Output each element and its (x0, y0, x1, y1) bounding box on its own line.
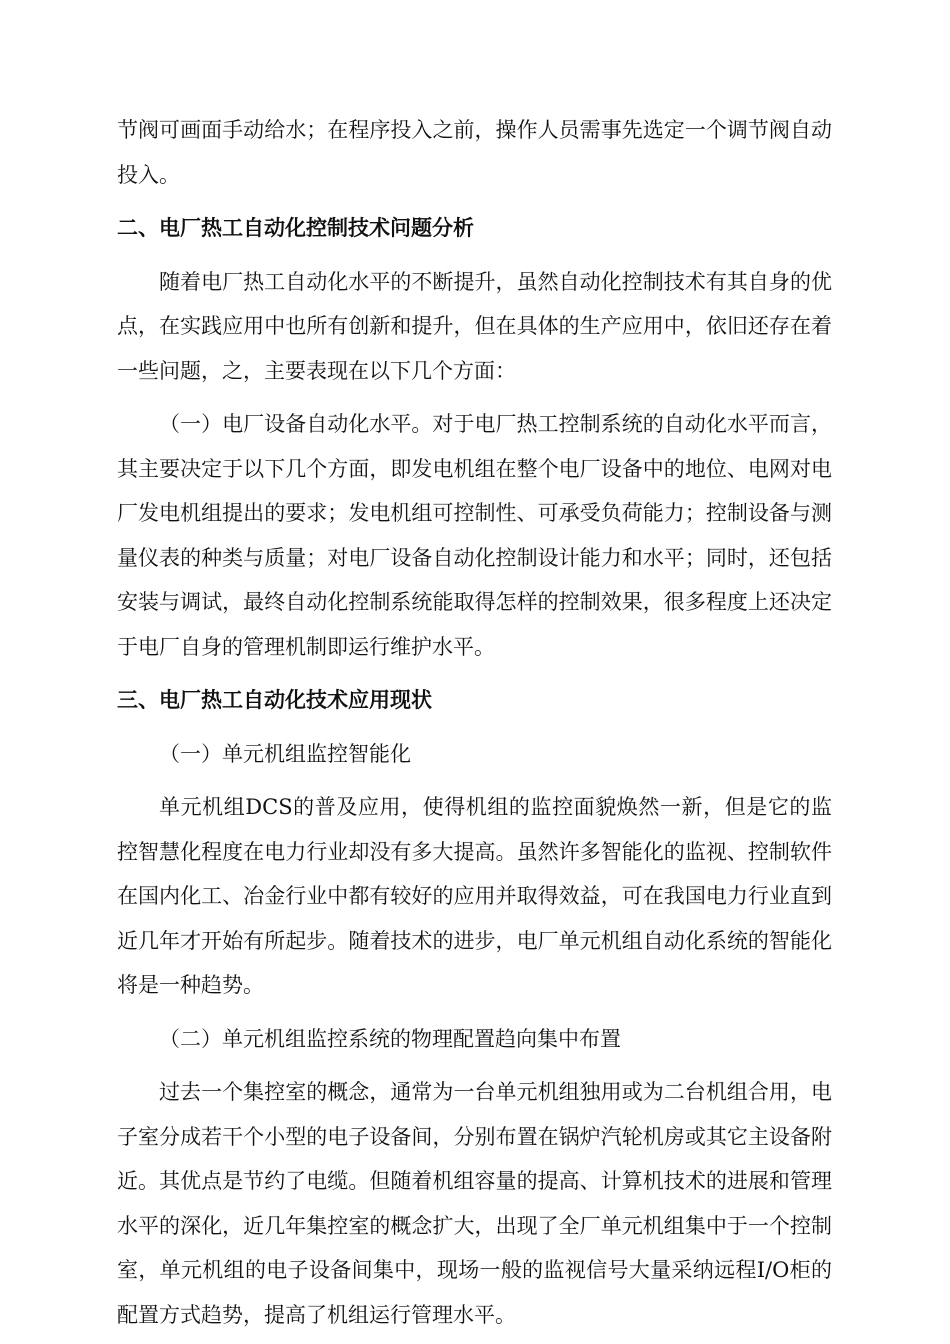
paragraph-continued: 节阀可画面手动给水；在程序投入之前，操作人员需事先选定一个调节阀自动投入。 (117, 118, 832, 187)
document-page (117, 108, 832, 1337)
section-heading-3: 三、电厂热工自动化技术应用现状 (117, 688, 432, 712)
subheading-2: （二）单元机组监控系统的物理配置趋向集中布置 (159, 1026, 621, 1051)
subheading-1: （一）单元机组监控智能化 (159, 741, 411, 766)
paragraph-centralized-layout: 过去一个集控室的概念，通常为一台单元机组独用或为二台机组合用，电子室分成若干个小型的电子设备间，分别布置在锅炉汽轮机房或其它主设备附近。其优点是节约了电缆。但随着机组容量的提高、计算机技术的进展和管理水平的深化，近几年集控室的概念扩大，出现了全厂单元机组集中于一个控制室，单元机组的电子设备间集中，现场一般的监视信号大量采纳远程I/O柜的配置方式趋势，提高了机组运行管理水平。 (117, 1080, 832, 1327)
paragraph-intelligent-monitoring: 单元机组DCS的普及应用，使得机组的监控面貌焕然一新，但是它的监控智慧化程度在电力行业却没有多大提高。虽然许多智能化的监视、控制软件在国内化工、冶金行业中都有较好的应用并取得效益，可在我国电力行业直到近几年才开始有所起步。随着技术的进步，电厂单元机组自动化系统的智能化将是一种趋势。 (117, 795, 832, 997)
paragraph-automation-level: （一）电厂设备自动化水平。对于电厂热工控制系统的自动化水平而言，其主要决定于以下几个方面，即发电机组在整个电厂设备中的地位、电网对电厂发电机组提出的要求；发电机组可控制性、可承受负荷能力；控制设备与测量仪表的种类与质量；对电厂设备自动化控制设计能力和水平；同时，还包括安装与调试，最终自动化控制系统能取得怎样的控制效果，很多程度上还决定于电厂自身的管理机制即运行维护水平。 (117, 412, 832, 659)
section-heading-2: 二、电厂热工自动化控制技术问题分析 (117, 216, 474, 240)
paragraph-problems-intro: 随着电厂热工自动化水平的不断提升，虽然自动化控制技术有其自身的优点，在实践应用中也所有创新和提升，但在具体的生产应用中，依旧还存在着一些问题，之，主要表现在以下几个方面： (117, 269, 832, 383)
